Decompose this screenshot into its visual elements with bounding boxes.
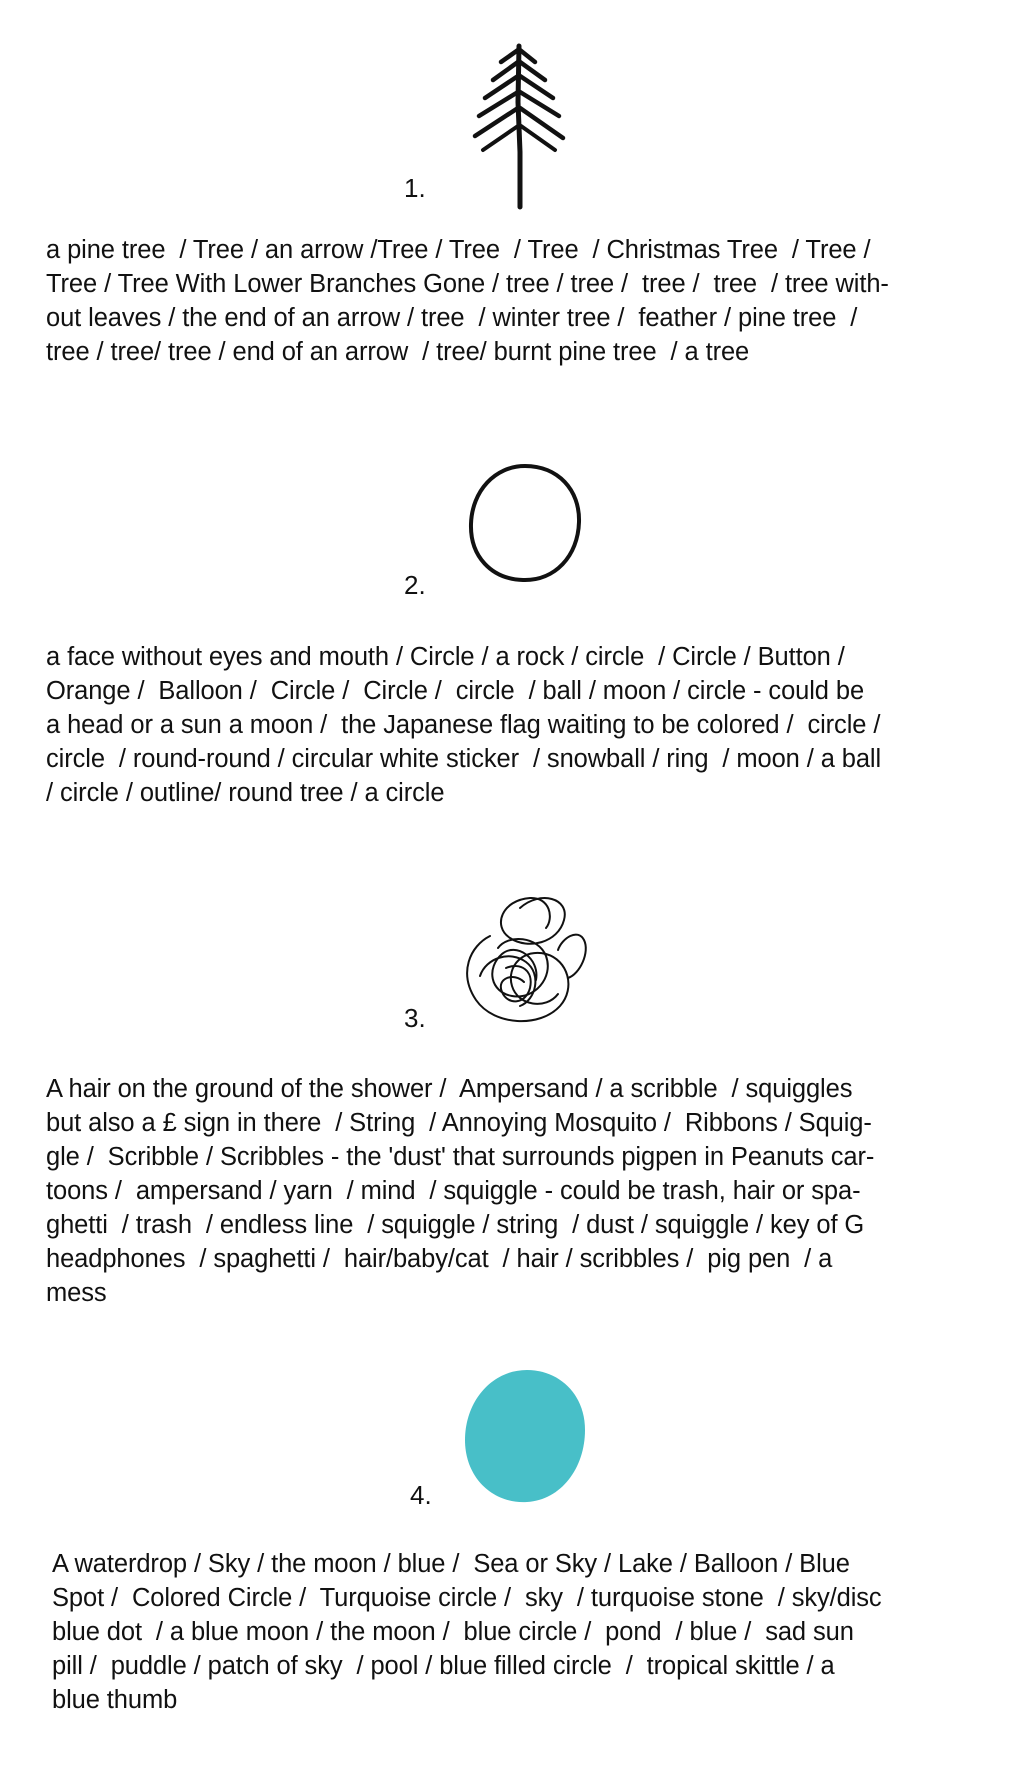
circle-outline-drawing-icon xyxy=(463,458,587,590)
item-caption: a pine tree / Tree / an arrow /Tree / Tree / Tree / Christmas Tree / Tree / Tree / Tree With Lower Branches Gone / tree / tree / tree / tree / tree with- out leaves / the end of an arrow / tree / winter tree / feather / pine tree / tree / tree/ tree / end of an arrow / tree/ burnt pine tree / a tree xyxy=(46,236,889,366)
item-number: 1. xyxy=(404,173,426,203)
item-caption: A hair on the ground of the shower / Ampersand / a scribble / squiggles but also a £ sign in there / String / Annoying Mosquito / Ribbons / Squig- gle / Scribble / Scribbles - the 'dust' that surrounds pigpen in Peanuts car- toons / ampersand / yarn / mind / squiggle - could be trash, hair or spa- ghetti / trash / endless line / squiggle / string / dust / squiggle / key of G headphones / spaghetti / hair/baby/cat / hair / scribbles / pig pen / a mess xyxy=(46,1075,875,1307)
item-caption: A waterdrop / Sky / the moon / blue / Sea or Sky / Lake / Balloon / Blue Spot / Colored Circle / Turquoise circle / sky / turquoise stone / sky/disc blue dot / a blue moon / the moon / blue circle / pond / blue / sad sun pill / puddle / patch of sky / pool / blue filled circle / tropical skittle / a blue thumb xyxy=(52,1550,882,1714)
item-number: 4. xyxy=(410,1480,432,1510)
item-number: 3. xyxy=(404,1003,426,1033)
scribble-drawing-icon xyxy=(450,888,610,1033)
item-caption: a face without eyes and mouth / Circle / a rock / circle / Circle / Button / Orange / Balloon / Circle / Circle / circle / ball / moon / circle - could be a head or a sun a moon / the Japanese flag waiting to be colored / circle / circle / round-round / circular white sticker / snowball / ring / moon / a ball / circle / outline/ round tree / a circle xyxy=(46,643,882,807)
item-number: 2. xyxy=(404,570,426,600)
turquoise-dot-drawing-icon xyxy=(455,1364,595,1509)
pine-tree-drawing-icon xyxy=(465,42,575,212)
